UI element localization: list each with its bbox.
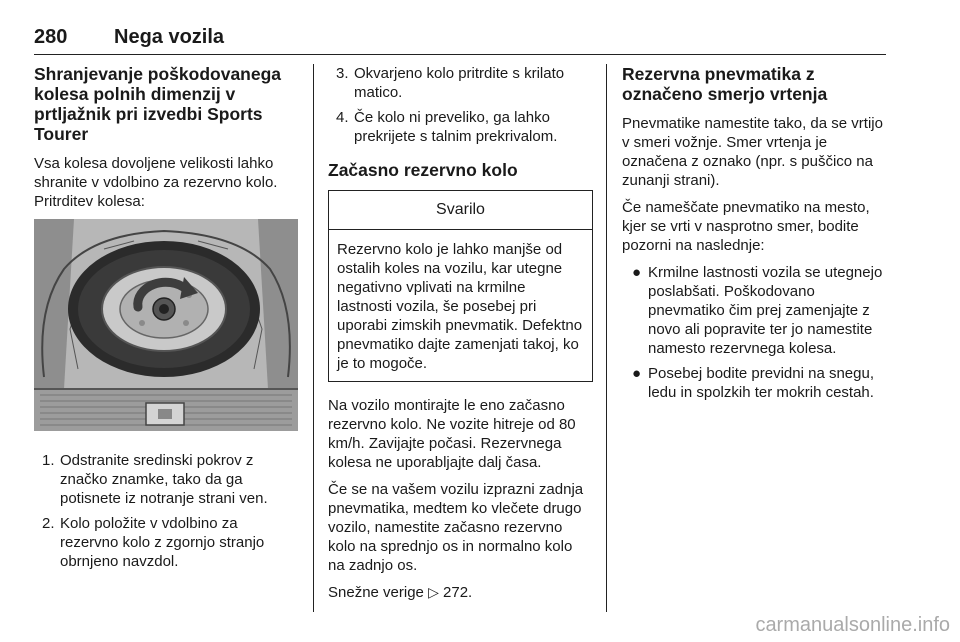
warning-box <box>328 190 593 382</box>
warning-body: Rezervno kolo je lahko manjše od ostalih koles na vozilu, kar utegne negativno vplivati na krmilne lastnosti vozila, še posebej pri uporabi zimskih pnevmatik. Defektno pnevmatiko dajte zamenjati takoj, ko je to mogoče. <box>337 241 583 372</box>
steps-list-1 <box>34 451 300 571</box>
step-number: 3. <box>336 65 349 82</box>
watermark: carmanualsonline.info <box>755 614 950 636</box>
bullet-text: Krmilne lastnosti vozila se utegnejo poslabšati. Poškodovano pnevmatiko čim prej zamenjajte z novo ali popravite ter jo namestite namesto rezervnega kolesa. <box>648 264 883 357</box>
step-text: Okvarjeno kolo pritrdite s krilato matico. <box>354 65 565 101</box>
column-left <box>34 64 300 579</box>
list-item <box>34 451 300 508</box>
column-divider <box>313 64 314 612</box>
bullet-text: Posebej bodite previdni na snegu, ledu in spolzkih ter mokrih cestah. <box>648 365 874 401</box>
list-item <box>328 108 593 146</box>
spare-wheel-well-illustration <box>34 219 298 431</box>
bullet-icon: ● <box>632 365 642 382</box>
column-divider <box>606 64 607 612</box>
list-item <box>34 514 300 571</box>
step-text: Odstranite sredinski pokrov z značko znamke, tako da ga potisnete iz notranje strani ven. <box>60 452 268 507</box>
column-right <box>622 64 888 410</box>
step-text: Če kolo ni preveliko, ga lahko prekrijete s talnim prekrivalom. <box>354 109 558 145</box>
step-number: 2. <box>42 515 55 532</box>
section-heading-directional-tyre: Rezervna pnevmatika z označeno smerjo vrtenja <box>622 64 828 104</box>
warning-title: Svarilo <box>329 191 592 230</box>
list-item <box>622 364 888 402</box>
step-number: 1. <box>42 452 55 469</box>
intro-paragraph: Vsa kolesa dovoljene velikosti lahko shranite v vdolbino za rezervno kolo. Pritrditev kolesa: <box>34 155 278 210</box>
snow-chains-text: Snežne verige <box>328 584 424 601</box>
step-text: Kolo položite v vdolbino za rezervno kolo z zgornjo stranjo obrnjeno navzdol. <box>60 515 265 570</box>
list-item <box>328 64 593 102</box>
caution-list <box>622 263 888 402</box>
chapter-title: Nega vozila <box>114 26 225 48</box>
towing-paragraph: Če se na vašem vozilu izprazni zadnja pnevmatika, medtem ko vlečete drugo vozilo, namestite začasno rezervno kolo na sprednjo os in normalno kolo na zadnjo os. <box>328 481 584 574</box>
direction-paragraph: Pnevmatike namestite tako, da se vrtijo v smeri vožnje. Smer vrtenja je označena z oznako (npr. s puščico na zunanji strani). <box>622 115 883 189</box>
step-number: 4. <box>336 109 349 126</box>
column-middle <box>328 64 593 610</box>
snow-chains-reference <box>328 583 593 602</box>
page-number: 280 <box>34 26 68 48</box>
bullet-icon: ● <box>632 264 642 281</box>
section-heading-temporary-spare: Začasno rezervno kolo <box>328 160 518 180</box>
steps-list-2 <box>328 64 593 146</box>
temporary-spare-paragraph: Na vozilo montirajte le eno začasno rezervno kolo. Ne vozite hitreje od 80 km/h. Zavijajte počasi. Rezervnega kolesa ne uporabljajte dalj časa. <box>328 397 576 471</box>
section-heading-storage: Shranjevanje poškodovanega kolesa polnih dimenzij v prtljažnik pri izvedbi Sports Tourer <box>34 64 282 144</box>
list-item <box>622 263 888 358</box>
page-header <box>34 26 886 55</box>
opposite-direction-paragraph: Če nameščate pnevmatiko na mesto, kjer se vrti v nasprotno smer, bodite pozorni na naslednje: <box>622 199 870 254</box>
page-reference-icon: ▷ <box>428 584 439 600</box>
snow-chains-page-link[interactable]: 272. <box>443 584 473 601</box>
